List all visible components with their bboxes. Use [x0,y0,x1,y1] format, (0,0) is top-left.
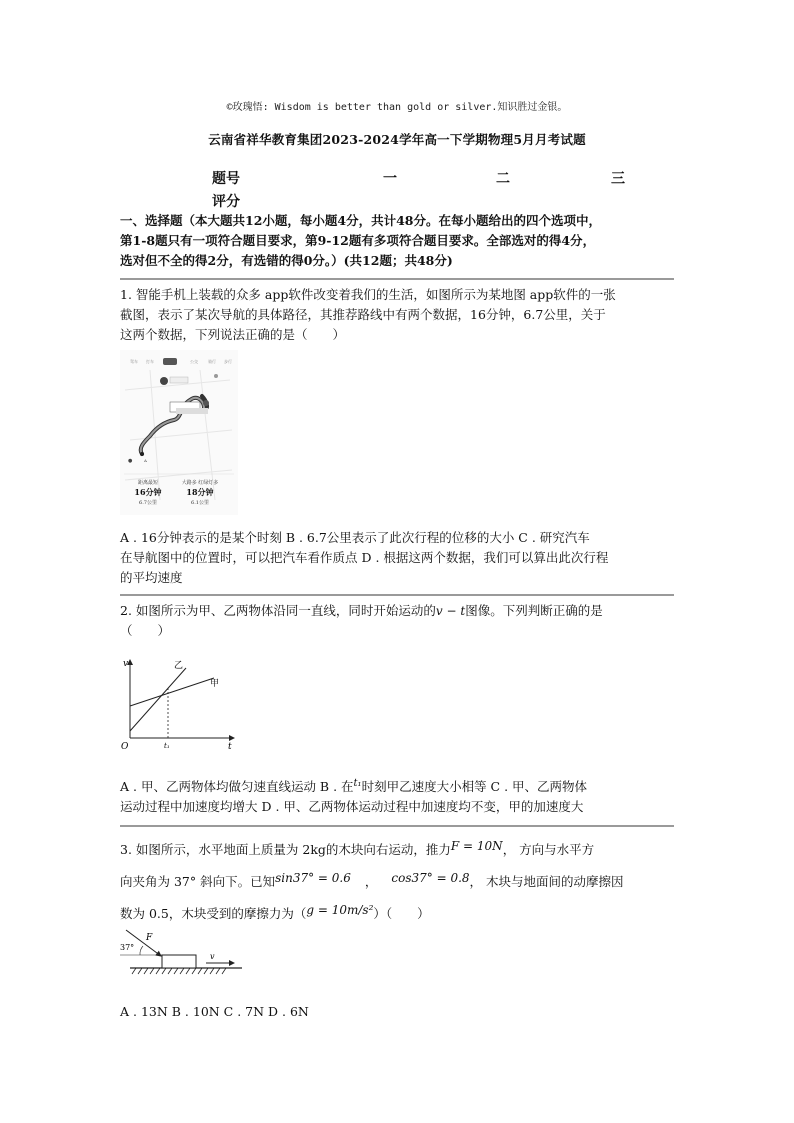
line-yi [130,668,186,731]
map-right-distance: 6.1公里 [191,500,209,506]
force-label: F [146,933,153,943]
q1-line-1: 1. 智能手机上装载的众多 app软件改变着我们的生活，如图所示为某地图 app软件的一张 [120,287,616,302]
score-table-col-3: 三 [611,171,625,187]
q3-line-3 [120,896,676,928]
section-heading [120,211,678,271]
vt-graph [118,654,238,750]
v-axis-label: v [123,659,129,669]
q3-line-2-pre: 向夹角为 37° 斜向下。已知 [120,874,276,889]
q1-options-line-2: 在导航图中的位置时，可以把汽车看作质点 D . 根据这两个数据，我们可以算出此次行程 [120,550,609,565]
line-yi-label: 乙 [174,661,184,671]
line-jia-label: 甲 [210,679,220,689]
line-jia [130,678,214,706]
map-app-screenshot [120,350,238,515]
t-axis-label: t [228,742,232,750]
origin-label: O [121,742,129,750]
q3-line-3-post: ）（ ） [373,906,430,921]
q2-opt-t1: t₁ [353,778,362,789]
q2-line-1 [120,601,676,621]
q3-line-1-post: ， 方向与水平方 [502,842,595,857]
svg-text:公交: 公交 [190,359,198,364]
divider [120,594,674,596]
angle-label: 37° [120,943,135,952]
watermark-line: ©玫瑰悟: Wisdom is better than gold or silver.知识胜过金银。 [226,102,568,113]
map-left-time: 16分钟 [134,487,162,497]
q3-line-2-mid: ， [364,874,378,889]
block-force-diagram [118,926,242,980]
q3-sin-eq: sin37° = 0.6 [275,871,351,885]
map-left-route-label: 距离最短 [137,480,159,486]
question-1-stem [120,285,676,345]
section-line-3: 选对但不全的得2分，有选错的得0分。）(共12题；共48分) [120,253,453,268]
score-table-row-label-number: 题号 [212,171,240,187]
q2-line-1-pre: 2. 如图所示为甲、乙两物体沿同一直线，同时开始运动的 [120,603,436,618]
question-2-options [120,774,676,817]
velocity-label: v [210,952,215,961]
svg-text:骑行: 骑行 [208,359,216,364]
wooden-block [162,955,196,968]
q1-line-3: 这两个数据，下列说法正确的是（ ） [120,327,346,342]
score-table-row-label-score: 评分 [212,194,240,210]
q3-line-1-pre: 3. 如图所示，水平地面上质量为 2kg的木块向右运动，推力 [120,842,451,857]
question-1-options [120,528,676,588]
divider [120,278,674,280]
page-title: 云南省祥华教育集团2023-2024学年高一下学期物理5月月考试题 [208,132,586,147]
q3-line-2-post: ， 木块与地面间的动摩擦因 [469,874,624,889]
q2-options-line-2: 运动过程中加速度均增大 D . 甲、乙两物体运动过程中加速度均不变，甲的加速度大 [120,799,584,815]
svg-text:A: A [144,458,147,463]
q3-line-2 [120,864,676,896]
q2-line-2: （ ） [120,623,171,638]
score-table-col-2: 二 [496,171,510,187]
q3-cos-eq: cos37° = 0.8 [391,871,470,885]
t1-label: t₁ [164,742,170,750]
q1-line-2: 截图，表示了某次导航的具体路径，其推荐路线中有两个数据，16分钟，6.7公里，关于 [120,307,606,322]
q2-opt-post: 时刻甲乙速度大小相等 C . 甲、乙两物体 [361,779,588,795]
q3-force-eq: F = 10N [450,839,503,853]
q2-opt-pre: A . 甲、乙两物体均做匀速直线运动 B . 在 [120,779,354,795]
divider [120,825,674,827]
map-right-route-label: 大路多 红绿灯多 [181,480,219,486]
q2-line-1-post: 图像。下列判断正确的是 [465,603,603,618]
question-3-options: A . 13N B . 10N C . 7N D . 6N [120,1004,309,1019]
q1-options-line-3: 的平均速度 [120,570,183,585]
svg-text:步行: 步行 [224,359,232,364]
svg-text:●: ● [128,458,133,464]
score-table-col-1: 一 [383,171,397,187]
map-left-distance: 6.7公里 [139,500,157,506]
q2-vt-symbol: v − t [435,604,466,618]
q2-options-line-1 [120,774,676,797]
svg-text:打车: 打车 [146,359,154,364]
section-line-2: 第1-8题只有一项符合题目要求，第9-12题有多项符合题目要求。全部选对的得4分， [120,233,596,248]
map-right-time: 18分钟 [186,487,214,497]
q1-options-line-1: A . 16分钟表示的是某个时刻 B . 6.7公里表示了此次行程的位移的大小 C . 研究汽车 [120,530,590,545]
svg-text:驾车: 驾车 [130,359,138,364]
q3-g-eq: g = 10m/s² [306,903,374,917]
q3-line-1 [120,832,676,864]
question-2-stem [120,601,676,641]
section-line-1: 一、选择题（本大题共12小题，每小题4分，共计48分。在每小题给出的四个选项中， [120,213,601,228]
question-3-stem [120,832,676,928]
q3-line-3-pre: 数为 0.5，木块受到的摩擦力为（ [120,906,307,921]
